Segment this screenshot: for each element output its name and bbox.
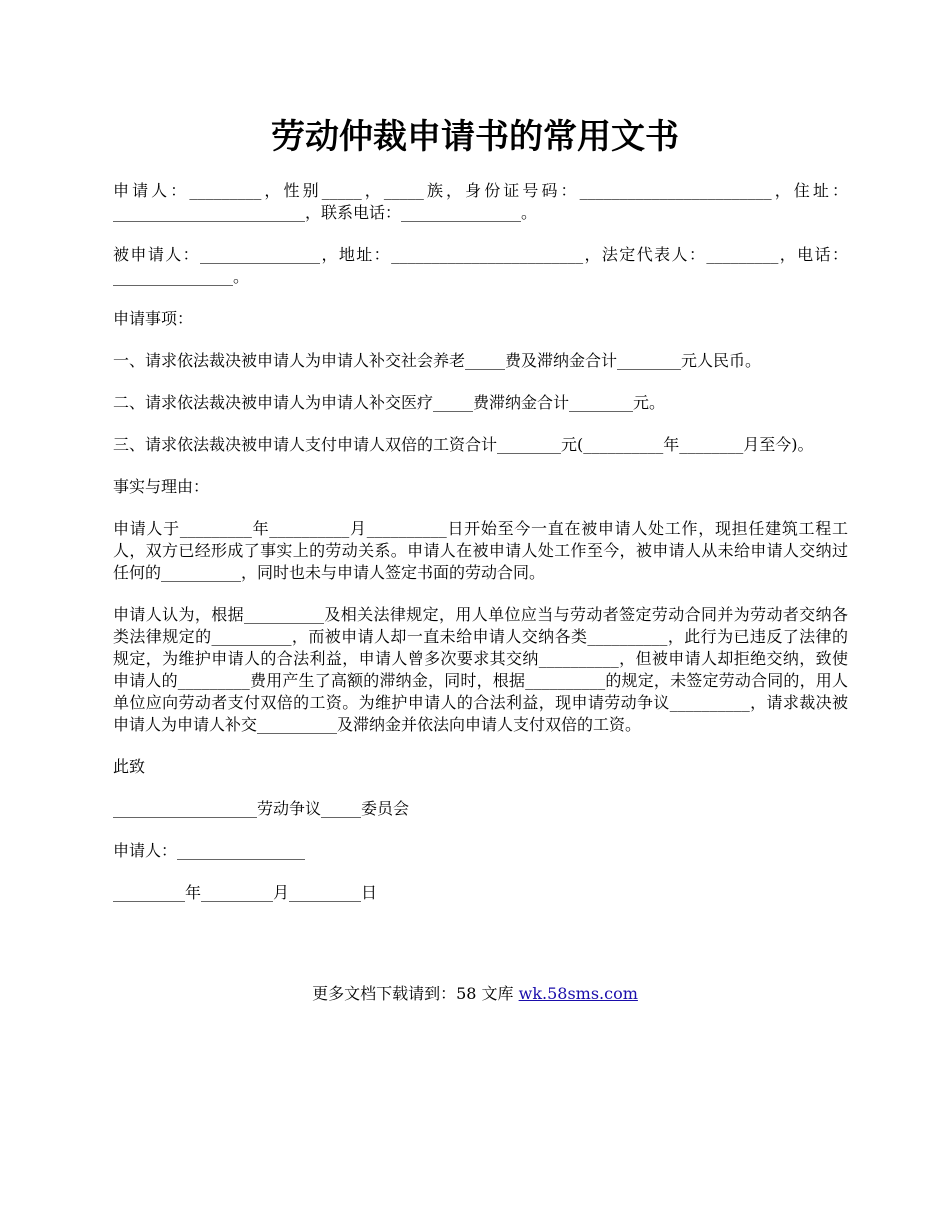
facts-paragraph-1: 申请人于_________年__________月__________日开始至今一直在被申请人处工作，现担任建筑工程工人，双方已经形成了事实上的劳动关系。申请人在被申请人处工作至今，被申请人从未给申请人交纳过任何的__________，同时也未与申请人签定书面的劳动合同。 (113, 519, 848, 582)
footer (0, 983, 950, 1005)
document-body (113, 180, 848, 924)
applicant-info: 申请人：_________，性别_____，_____族，身份证号码：________________________，住址：________________________，联系电话：_______________。 (113, 181, 848, 222)
footer-text: 更多文档下载请到：58 文库 (312, 984, 519, 1003)
facts-heading: 事实与理由： (113, 477, 210, 496)
facts-paragraph-2: 申请人认为，根据__________及相关法律规定，用人单位应当与劳动者签定劳动合同并为劳动者交纳各类法律规定的__________，而被申请人却一直未给申请人交纳各类__________，此行为已违反了法律的规定，为维护申请人的合法利益，申请人曾多次要求其交纳__________，但被申请人却拒绝交纳，致使申请人的_________费用产生了高额的滞纳金，同时，根据__________的规定，未签定劳动合同的，用人单位应向劳动者支付双倍的工资。为维护申请人的合法利益，现申请劳动争议__________，请求裁决被申请人为申请人补交__________及滞纳金并依法向申请人支付双倍的工资。 (113, 605, 848, 734)
claim-item-3: 三、请求依法裁决被申请人支付申请人双倍的工资合计________元(__________年________月至今)。 (113, 435, 814, 454)
claim-item-2: 二、请求依法裁决被申请人为申请人补交医疗_____费滞纳金合计________元。 (113, 393, 666, 412)
document-title: 劳动仲裁申请书的常用文书 (271, 117, 679, 157)
date-line: _________年_________月_________日 (113, 883, 378, 902)
salutation: 此致 (113, 757, 146, 776)
footer-link[interactable]: wk.58sms.com (518, 984, 638, 1003)
claim-item-1: 一、请求依法裁决被申请人为申请人补交社会养老_____费及滞纳金合计________元人民币。 (113, 351, 762, 370)
claims-heading: 申请事项： (113, 309, 194, 328)
respondent-info: 被申请人：_______________，地址：________________________，法定代表人：_________，电话：_______________。 (113, 245, 848, 286)
signature-line: 申请人：________________ (113, 841, 306, 860)
addressee: __________________劳动争议_____委员会 (113, 799, 410, 818)
